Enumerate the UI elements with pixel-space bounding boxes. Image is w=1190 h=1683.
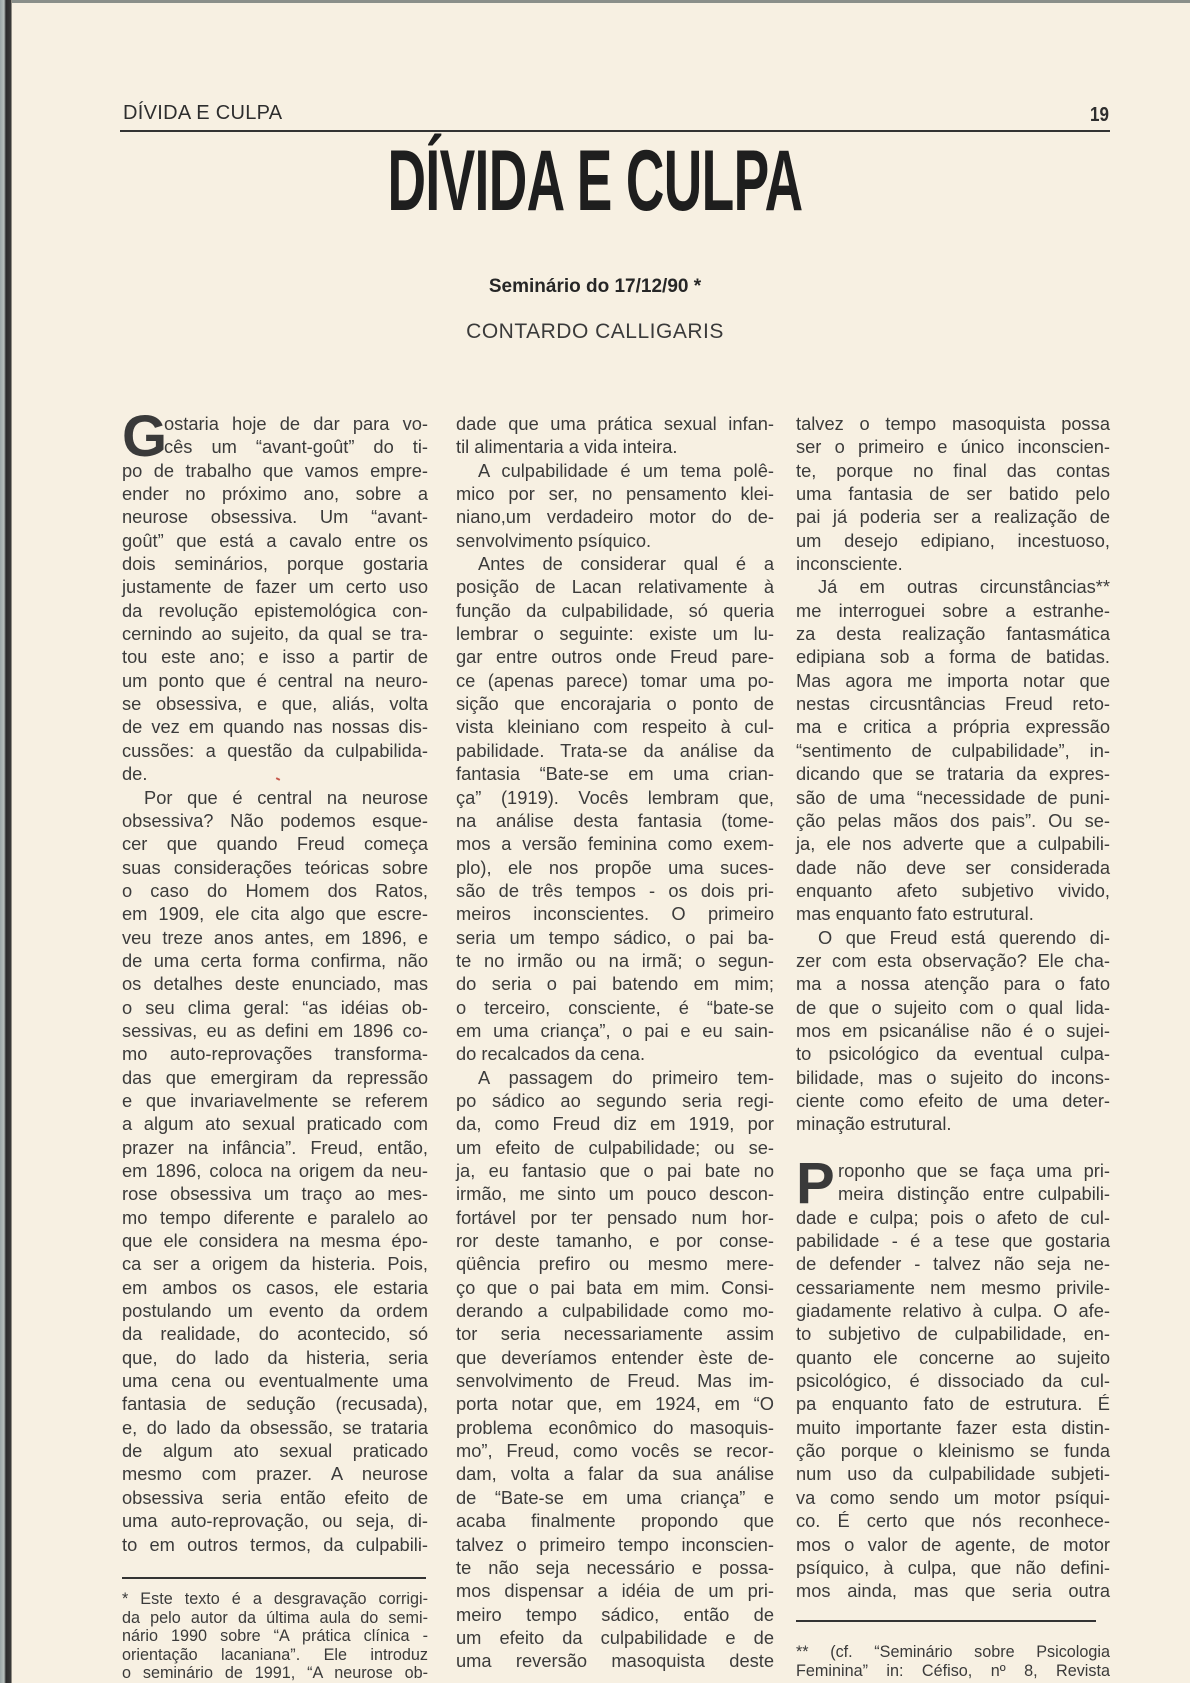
- dropcap-paragraph-start: [796, 1151, 1110, 1216]
- text-line: ce (apenas parece) tomar uma po-: [456, 669, 774, 691]
- text-line: de uma certa forma confirma, não: [122, 949, 428, 971]
- text-line: goût” que está a cavalo entre os: [122, 529, 428, 551]
- text-line: inconsciente.: [796, 553, 903, 575]
- text-line: zer com esta observação? Ele cha-: [796, 949, 1110, 971]
- text-line: e, do lado da obsessão, se trataria: [122, 1416, 428, 1438]
- text-line: to psicológico da eventual culpa-: [796, 1043, 1110, 1065]
- text-line: bilidade, mas o sujeito do incons-: [796, 1066, 1110, 1088]
- text-line: uma cena ou eventualmente uma: [122, 1370, 428, 1392]
- text-line: e que invariavelmente se referem: [122, 1089, 428, 1111]
- footnote-rule-1: [122, 1577, 426, 1579]
- text-line: ção pelas mãos dos pais”. Ou se-: [796, 809, 1110, 831]
- text-line: sição que encorajaria o ponto de: [456, 693, 774, 715]
- text-line: cês um “avant-goût” do ti-: [164, 436, 428, 458]
- text-line: me interroguei sobre a estranhe-: [796, 599, 1110, 621]
- text-line: giadamente relativo à culpa. O afe-: [796, 1300, 1110, 1322]
- text-line: edipiana sob a forma de batidas.: [796, 646, 1110, 668]
- paragraph-gap: [796, 1136, 1110, 1159]
- page-binding-edge: [0, 0, 12, 1683]
- dropcap-paragraph-start: [122, 404, 428, 469]
- text-line: tor seria necessariamente assim: [456, 1323, 774, 1345]
- text-line: dicando que se trataria da expres-: [796, 763, 1110, 785]
- text-line: de “Bate-se em uma criança” e: [456, 1486, 774, 1508]
- text-line: dam, volta a falar da sua análise: [456, 1463, 774, 1485]
- text-line: uma reversão masoquista deste: [456, 1650, 774, 1672]
- text-line: ser o primeiro e único inconscien-: [796, 436, 1110, 458]
- text-line: Por que é central na neurose: [144, 786, 428, 808]
- running-head: DÍVIDA E CULPA: [123, 102, 283, 124]
- text-line: O que Freud está querendo di-: [818, 926, 1110, 948]
- text-line: das que emergiram da repressão: [122, 1066, 428, 1088]
- text-line: ostaria hoje de dar para vo-: [164, 413, 428, 434]
- text-line: ** (cf. “Seminário sobre Psicologia: [796, 1643, 1110, 1661]
- text-line: ço que o pai bata em mim. Consi-: [456, 1276, 774, 1298]
- text-line: meiros inconscientes. O primeiro: [456, 903, 774, 925]
- text-line: o caso do Homem dos Ratos,: [122, 879, 428, 901]
- article-author: CONTARDO CALLIGARIS: [466, 320, 724, 343]
- text-line: num uso da culpabilidade subjeti-: [796, 1463, 1110, 1485]
- footnote-2: [796, 1643, 1110, 1680]
- text-line: fortável por ter pensado num hor-: [456, 1206, 774, 1228]
- text-line: nário 1990 sobre “A prática clínica -: [122, 1627, 428, 1646]
- text-line: ender no próximo ano, sobre a: [122, 483, 428, 505]
- text-line: dois seminários, porque gostaria: [122, 553, 428, 575]
- text-line: ja, eu fantasio que o pai bate no: [456, 1160, 774, 1181]
- text-line: em 1909, ele cita algo que escre-: [122, 903, 428, 925]
- text-line: um desejo edipiano, incestuoso,: [796, 529, 1110, 551]
- text-line: função da culpabilidade, só queria: [456, 599, 774, 621]
- text-line: mo tempo diferente e paralelo ao: [122, 1206, 428, 1228]
- text-line: Antes de considerar qual é a: [478, 553, 774, 575]
- text-line: mos a versão feminina como exem-: [456, 833, 774, 855]
- text-line: mo auto-reprovações transforma-: [122, 1043, 428, 1065]
- text-line: são de uma “necessidade de puni-: [796, 786, 1110, 808]
- text-line: que ele considera na mesma épo-: [122, 1230, 428, 1252]
- text-line: postulando um evento da ordem: [122, 1300, 428, 1322]
- text-line: meira distinção entre culpabili-: [838, 1183, 1110, 1205]
- text-line: um efeito da culpabilidade e de: [456, 1626, 774, 1648]
- text-line: em ambos os casos, ele estaria: [122, 1276, 428, 1298]
- text-line: niano,um verdadeiro motor do de-: [456, 506, 774, 528]
- text-line: pabilidade - é a tese que gostaria: [796, 1230, 1110, 1252]
- text-line: to subjetivo de culpabilidade, en-: [796, 1323, 1110, 1345]
- text-line: meiro tempo sádico, então de: [456, 1603, 774, 1625]
- text-line: da, como Freud diz em 1919, por: [456, 1113, 774, 1135]
- footnote-rule-2: [796, 1620, 1096, 1622]
- text-line: o seu clima geral: “as idéias ob-: [122, 996, 428, 1018]
- text-line: mos ainda, mas que seria outra: [796, 1580, 1110, 1602]
- text-line: de defender - talvez não seja ne-: [796, 1253, 1110, 1275]
- text-line: cussões: a questão da culpabilida-: [122, 739, 428, 761]
- text-line: co. É certo que nós reconhece-: [796, 1510, 1110, 1532]
- text-line: pabilidade. Trata-se da análise da: [456, 739, 774, 761]
- text-line: que, do lado da histeria, seria: [122, 1346, 428, 1368]
- text-line: enquanto afeto subjetivo vivido,: [796, 879, 1110, 901]
- text-line: senvolvimento psíquico.: [456, 529, 652, 551]
- text-line: fantasia “Bate-se em uma crian-: [456, 763, 774, 785]
- text-line: posição de Lacan relativamente à: [456, 576, 774, 598]
- text-line: obsessiva seria então efeito de: [122, 1486, 428, 1508]
- text-line: o terceiro, consciente, é “bate-se: [456, 996, 774, 1018]
- text-line: lembrar o seguinte: existe um lu-: [456, 623, 774, 645]
- text-line: Já em outras circunstâncias**: [818, 576, 1110, 598]
- text-line: ma a nossa atenção para o fato: [796, 973, 1110, 995]
- text-line: um ponto que é central na neuro-: [122, 669, 428, 691]
- header-rule: [120, 130, 1110, 132]
- text-line: cernindo ao sujeito, da qual se tra-: [122, 623, 428, 645]
- text-line: rose obsessiva um traço ao mes-: [122, 1183, 428, 1205]
- text-line: veu treze anos antes, em 1896, e: [122, 926, 428, 948]
- text-line: derando a culpabilidade como mo-: [456, 1300, 774, 1322]
- dropcap-letter: G: [122, 404, 168, 469]
- text-line: te, porque no final das contas: [796, 459, 1110, 481]
- article-subtitle: Seminário do 17/12/90 *: [488, 276, 702, 297]
- text-line: muito importante fazer esta distin-: [796, 1416, 1110, 1438]
- text-line: po de trabalho que vamos empre-: [122, 459, 428, 481]
- text-line: obsessiva? Não podemos esque-: [122, 809, 428, 831]
- text-line: o seminário de 1991, “A neurose ob-: [122, 1664, 428, 1683]
- text-line: justamente de fazer um certo uso: [122, 576, 428, 598]
- text-line: um efeito de culpabilidade; ou se-: [456, 1136, 774, 1158]
- text-line: ciente como efeito de uma deter-: [796, 1089, 1110, 1111]
- text-line: do seria o pai batendo em mim;: [456, 973, 774, 995]
- text-line: * Este texto é a desgravação corrigi-: [122, 1590, 428, 1608]
- text-line: dade não deve ser considerada: [796, 856, 1110, 878]
- text-line: minação estrutural.: [796, 1113, 952, 1135]
- text-line: ção porque o kleinismo se funda: [796, 1440, 1110, 1462]
- text-line: A passagem do primeiro tem-: [478, 1066, 774, 1088]
- text-line: ma e critica a própria expressão: [796, 716, 1110, 738]
- text-line: pa enquanto fato de estrutura. É: [796, 1393, 1110, 1415]
- text-line: do recalcados da cena.: [456, 1043, 646, 1065]
- text-line: se obsessiva, e que, aliás, volta: [122, 693, 428, 715]
- text-line: ja, ele nos adverte que a culpabili-: [796, 833, 1110, 855]
- text-line: de algum ato sexual praticado: [122, 1440, 428, 1462]
- text-line: seria um tempo sádico, o pai ba-: [456, 926, 774, 948]
- text-line: za desta realização fantasmática: [796, 623, 1110, 645]
- text-line: psíquico, à culpa, que não defini-: [796, 1556, 1110, 1578]
- text-line: talvez o tempo masoquista possa: [796, 413, 1110, 434]
- text-line: irmão, me sinto um pouco descon-: [456, 1183, 774, 1205]
- text-line: va como sendo um motor psíqui-: [796, 1486, 1110, 1508]
- text-line: neurose obsessiva. Um “avant-: [122, 506, 428, 528]
- text-line: nestas circusntâncias Freud reto-: [796, 693, 1110, 715]
- text-line: talvez o primeiro tempo inconscien-: [456, 1533, 774, 1555]
- text-line: vista kleiniano com respeito à cul-: [456, 716, 774, 738]
- text-line: po sádico ao segundo seria regi-: [456, 1089, 774, 1111]
- text-line: acaba finalmente propondo que: [456, 1510, 774, 1532]
- text-line: uma auto-reprovação, ou seja, di-: [122, 1510, 428, 1532]
- text-line: de que o sujeito com o qual lida-: [796, 996, 1110, 1018]
- text-line: da realidade, do acontecido, só: [122, 1323, 428, 1345]
- text-line: pai já poderia ser a realização de: [796, 506, 1110, 528]
- text-line: te no irmão ou na irmã; o segun-: [456, 949, 774, 971]
- text-line: qüência prefiro ou mesmo mere-: [456, 1253, 774, 1275]
- page-number: 19: [1090, 104, 1109, 126]
- text-line: psicológico, é dissociado da cul-: [796, 1370, 1110, 1392]
- text-line: em 1896, coloca na origem da neu-: [122, 1160, 428, 1181]
- text-line: problema econômico do masoquis-: [456, 1416, 774, 1438]
- text-line: em uma criança”, o pai e eu sain-: [456, 1019, 774, 1041]
- text-line: roponho que se faça uma pri-: [838, 1160, 1110, 1181]
- text-line: mas enquanto fato estrutural.: [796, 903, 1034, 925]
- text-column-3: [796, 412, 1110, 1603]
- text-line: ror deste tamanho, e por conse-: [456, 1230, 774, 1252]
- text-line: fantasia de sedução (recusada),: [122, 1393, 428, 1415]
- dropcap-letter: P: [796, 1151, 835, 1216]
- text-line: gar entre outros onde Freud pare-: [456, 646, 774, 668]
- text-line: tou este ano; e isso a partir de: [122, 646, 428, 668]
- text-line: ça” (1919). Vocês lembram que,: [456, 786, 774, 808]
- text-line: til alimentaria a vida inteira.: [456, 436, 678, 458]
- text-line: cer que quando Freud começa: [122, 833, 428, 855]
- text-line: cessariamente nem mesmo privile-: [796, 1276, 1110, 1298]
- text-line: porta notar que, em 1924, em “O: [456, 1393, 774, 1415]
- text-line: A culpabilidade é um tema polê-: [478, 459, 774, 481]
- text-line: prazer na infância”. Freud, então,: [122, 1136, 428, 1158]
- text-line: que deveríamos entender èste de-: [456, 1346, 774, 1368]
- text-line: quanto ele concerne ao sujeito: [796, 1346, 1110, 1368]
- text-line: mos o valor de agente, de motor: [796, 1533, 1110, 1555]
- text-line: senvolvimento de Freud. Mas im-: [456, 1370, 774, 1392]
- text-line: da revolução epistemológica con-: [122, 599, 428, 621]
- text-line: mesmo com prazer. A neurose: [122, 1463, 428, 1485]
- text-line: to em outros termos, da culpabili-: [122, 1533, 428, 1555]
- text-line: mos em psicanálise não é o sujei-: [796, 1019, 1110, 1041]
- text-line: são de três tempos - os dois pri-: [456, 879, 774, 901]
- text-line: Mas agora me importa notar que: [796, 669, 1110, 691]
- text-line: os detalhes deste enunciado, mas: [122, 973, 428, 995]
- text-line: a algum ato sexual praticado com: [122, 1113, 428, 1135]
- article-title: DÍVIDA E CULPA: [387, 133, 803, 229]
- footnote-1: [122, 1590, 428, 1683]
- text-line: de vez em quando nas nossas dis-: [122, 716, 428, 738]
- text-line: suas considerações teóricas sobre: [122, 856, 428, 878]
- text-line: sessivas, eu as defini em 1896 co-: [122, 1019, 428, 1041]
- text-column-1: [122, 404, 428, 1556]
- text-line: da pelo autor da última aula do semi-: [122, 1608, 428, 1627]
- text-line: Feminina” in: Céfiso, nº 8, Revista: [796, 1661, 1110, 1680]
- text-line: mo”, Freud, como vocês se recor-: [456, 1440, 774, 1462]
- text-line: “sentimento de culpabilidade”, in-: [796, 739, 1110, 761]
- text-column-2: [456, 412, 774, 1673]
- text-line: dade que uma prática sexual infan-: [456, 413, 774, 434]
- text-line: ca ser a origem da histeria. Pois,: [122, 1253, 428, 1275]
- text-line: uma fantasia de ser batido pelo: [796, 483, 1110, 505]
- text-line: na análise desta fantasia (tome-: [456, 809, 774, 831]
- text-line: de.: [122, 763, 148, 785]
- text-line: plo), ele nos propõe uma suces-: [456, 856, 774, 878]
- text-line: mico por ser, no pensamento klei-: [456, 483, 774, 505]
- page-top-edge: [12, 0, 1190, 3]
- text-line: te não seja necessário e possa-: [456, 1556, 774, 1578]
- text-line: orientação lacaniana”. Ele introduz: [122, 1645, 428, 1664]
- text-line: mos dispensar a idéia de um pri-: [456, 1580, 774, 1602]
- text-line: dade e culpa; pois o afeto de cul-: [796, 1206, 1110, 1228]
